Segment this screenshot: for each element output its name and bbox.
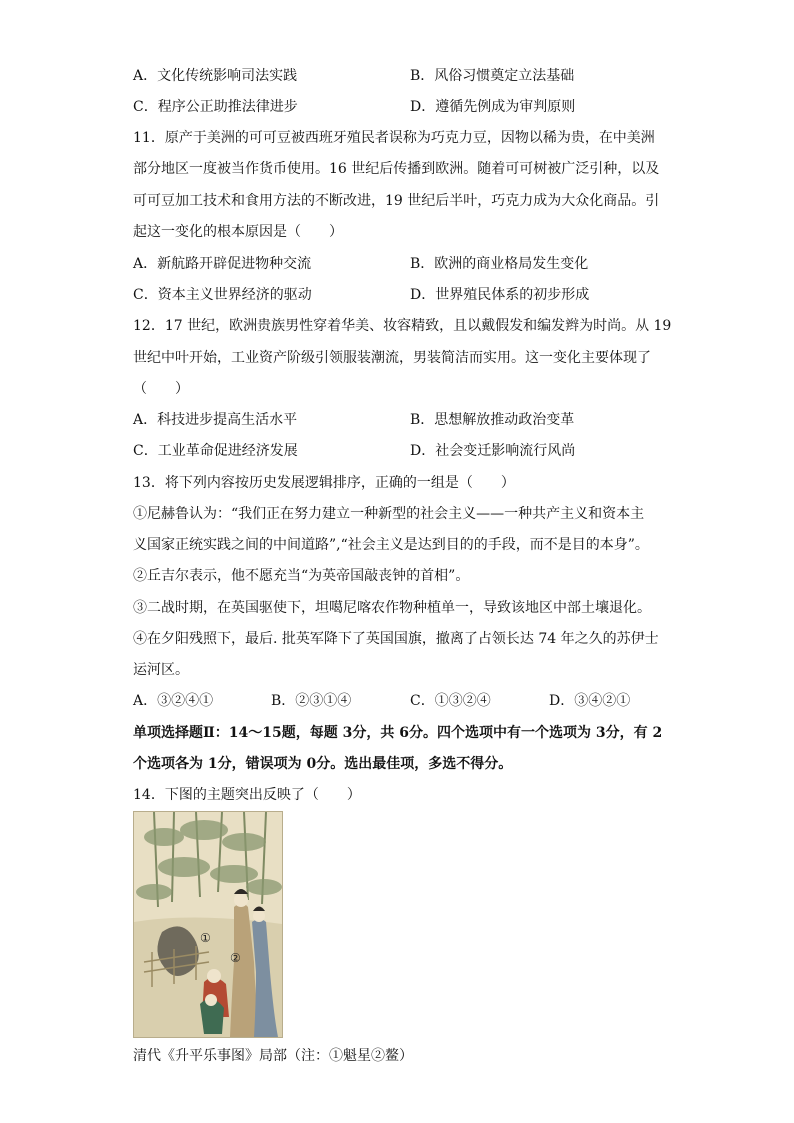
q12-stem-line-1: 12．17 世纪，欧洲贵族男性穿着华美、妆容精致，且以戴假发和编发辫为时尚。从 19 [133, 318, 672, 334]
q11-stem-line-2: 部分地区一度被当作货币使用。16 世纪后传播到欧洲。随着可可树被广泛引种，以及 [133, 161, 660, 177]
painting-marker-2: ② [230, 951, 241, 965]
q13-option-b[interactable]: B．②③①④ [271, 693, 352, 709]
q13-item-3: ③二战时期，在英国驱使下，坦噶尼喀农作物种植单一，导致该地区中部土壤退化。 [133, 600, 651, 616]
section-2-instructions-line-2: 个选项各为 1分，错误项为 0分。选出最佳项，多选不得分。 [133, 756, 513, 772]
q12-option-c[interactable]: C．工业革命促进经济发展 [133, 443, 298, 459]
painting-marker-1: ① [200, 931, 211, 945]
q11-stem-line-1: 11．原产于美洲的可可豆被西班牙殖民者误称为巧克力豆，因物以稀为贵，在中美洲 [133, 130, 655, 146]
q13-option-d[interactable]: D．③④②① [549, 693, 631, 709]
q10-option-d[interactable]: D．遵循先例成为审判原则 [410, 99, 576, 115]
q13-option-a[interactable]: A．③②④① [133, 693, 214, 709]
q11-option-c[interactable]: C．资本主义世界经济的驱动 [133, 287, 312, 303]
q12-option-d[interactable]: D．社会变迁影响流行风尚 [410, 443, 576, 459]
q13-item-4-line-1: ④在夕阳残照下，最后. 批英军降下了英国国旗，撤离了占领长达 74 年之久的苏伊士 [133, 631, 659, 647]
q11-stem-line-4: 起这一变化的根本原因是（ ） [133, 224, 343, 240]
q10-option-b[interactable]: B．风俗习惯奠定立法基础 [410, 68, 575, 84]
section-2-instructions-line-1: 单项选择题Ⅱ：14～15题，每题 3分，共 6分。四个选项中有一个选项为 3分，有 2 [133, 725, 663, 741]
q13-item-4-line-2: 运河区。 [133, 662, 189, 678]
q11-option-d[interactable]: D．世界殖民体系的初步形成 [410, 287, 590, 303]
painting-figure [133, 811, 283, 1038]
q11-stem-line-3: 可可豆加工技术和食用方法的不断改进，19 世纪后半叶，巧克力成为大众化商品。引 [133, 193, 660, 209]
q12-stem-line-2: 世纪中叶开始，工业资产阶级引领服装潮流，男装简洁而实用。这一变化主要体现了 [133, 350, 651, 366]
q11-option-b[interactable]: B．欧洲的商业格局发生变化 [410, 256, 589, 272]
q14-stem: 14．下图的主题突出反映了（ ） [133, 787, 361, 803]
q13-option-c[interactable]: C．①③②④ [410, 693, 491, 709]
q11-option-a[interactable]: A．新航路开辟促进物种交流 [133, 256, 312, 272]
q12-option-b[interactable]: B．思想解放推动政治变革 [410, 412, 575, 428]
painting-illustration [134, 812, 282, 1037]
q12-stem-line-3: （ ） [133, 381, 189, 397]
q13-stem: 13．将下列内容按历史发展逻辑排序，正确的一组是（ ） [133, 475, 515, 491]
q10-option-c[interactable]: C．程序公正助推法律进步 [133, 99, 298, 115]
q13-options-row [133, 691, 663, 711]
q13-item-1-line-1: ①尼赫鲁认为：“我们正在努力建立一种新型的社会主义——一种共产主义和资本主 [133, 506, 645, 522]
q13-item-2: ②丘吉尔表示，他不愿充当“为英帝国敲丧钟的首相”。 [133, 568, 470, 584]
q12-option-a[interactable]: A．科技进步提高生活水平 [133, 412, 298, 428]
q13-item-1-line-2: 义国家正统实践之间的中间道路”,“社会主义是达到目的的手段，而不是目的本身”。 [133, 537, 649, 553]
q10-option-a[interactable]: A．文化传统影响司法实践 [133, 68, 298, 84]
figure-caption: 清代《升平乐事图》局部（注：①魁星②鳌） [133, 1048, 413, 1064]
